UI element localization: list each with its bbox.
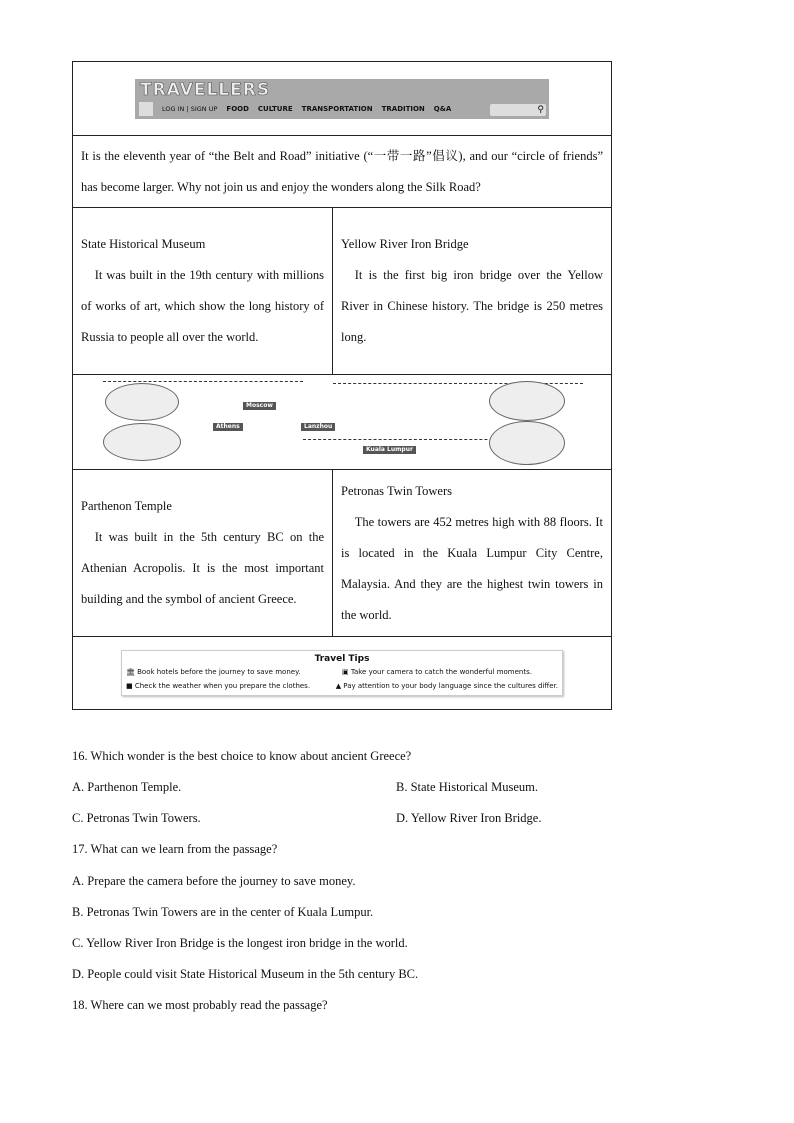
towers-picture xyxy=(489,421,565,465)
towers-cell xyxy=(333,470,612,637)
nav-bar xyxy=(139,102,451,116)
city-label: Moscow xyxy=(243,402,276,410)
option: A. Parthenon Temple. xyxy=(72,780,182,794)
camera-icon: ▣ xyxy=(342,668,351,676)
nav-culture: CULTURE xyxy=(257,104,293,113)
site-logo: TRAVELLERS xyxy=(140,79,271,100)
option: C. Petronas Twin Towers. xyxy=(72,811,201,825)
tip: Take your camera to catch the wonderful moments. xyxy=(350,668,532,676)
bridge-cell xyxy=(333,208,612,375)
hotel-icon: 🏛 xyxy=(126,668,138,676)
tips-cell xyxy=(73,637,612,710)
parthenon-picture xyxy=(103,423,181,461)
option: D. People could visit State Historical Museum in the 5th century BC. xyxy=(72,967,419,981)
nav-tradition: TRADITION xyxy=(381,104,425,113)
question-18: 18. Where can we most probably read the passage? xyxy=(72,998,328,1012)
intro-text: It is the eleventh year of “the Belt and Road” initiative (“一带一路”倡议), and our “circle of friends” has become larger. Why not join us and enjoy the wonders along the Silk Road? xyxy=(73,136,612,208)
cell-title: Petronas Twin Towers xyxy=(341,483,452,498)
banner-cell xyxy=(73,62,612,136)
city-label: Lanzhou xyxy=(301,423,335,431)
passage-table xyxy=(72,61,612,710)
museum-cell xyxy=(73,208,333,375)
shirt-icon: ■ xyxy=(126,682,135,690)
museum-picture xyxy=(105,383,179,421)
tip: Check the weather when you prepare the clothes. xyxy=(134,682,311,690)
question-17: 17. What can we learn from the passage? xyxy=(72,842,278,856)
tips-title: Travel Tips xyxy=(314,654,370,664)
option: A. Prepare the camera before the journey to save money. xyxy=(72,874,356,888)
bridge-picture xyxy=(489,381,565,421)
travel-tips xyxy=(121,650,563,696)
parthenon-cell xyxy=(73,470,333,637)
cell-text: It was built in the 5th century BC on the Athenian Acropolis. It is the most important building and the symbol of ancient Greece. xyxy=(81,530,324,606)
cell-title: State Historical Museum xyxy=(81,237,206,251)
cell-title: Parthenon Temple xyxy=(81,499,172,513)
option: B. State Historical Museum. xyxy=(396,780,538,794)
cell-text: The towers are 452 metres high with 88 floors. It is located in the Kuala Lumpur City Centre, Malaysia. And they are the highest twin towers in the world. xyxy=(341,514,603,622)
cell-title: Yellow River Iron Bridge xyxy=(341,237,469,251)
silk-road-map xyxy=(103,377,581,467)
user-icon xyxy=(139,102,153,116)
city-label: Athens xyxy=(213,423,243,431)
login-link: LOG IN | SIGN UP xyxy=(162,104,218,113)
option: C. Yellow River Iron Bridge is the longest iron bridge in the world. xyxy=(72,936,408,950)
travellers-banner xyxy=(135,79,549,119)
tip: Pay attention to your body language since the cultures differ. xyxy=(343,682,558,690)
cell-text: It was built in the 19th century with millions of works of art, which show the long history of Russia to people all over the world. xyxy=(81,268,324,344)
map-cell xyxy=(73,375,612,470)
cell-text: It is the first big iron bridge over the Yellow River in Chinese history. The bridge is 250 metres long. xyxy=(341,268,603,344)
tip: Book hotels before the journey to save money. xyxy=(137,668,301,676)
search-icon: ⚲ xyxy=(490,104,546,116)
nav-food: FOOD xyxy=(226,104,249,113)
nav-qa: Q&A xyxy=(433,104,452,113)
nav-transportation: TRANSPORTATION xyxy=(301,104,373,113)
option: D. Yellow River Iron Bridge. xyxy=(396,811,542,825)
city-label: Kuala Lumpur xyxy=(363,446,416,454)
option: B. Petronas Twin Towers are in the center of Kuala Lumpur. xyxy=(72,905,374,919)
question-16: 16. Which wonder is the best choice to know about ancient Greece? xyxy=(72,749,412,763)
thumbs-up-icon: ▲ xyxy=(335,682,344,690)
